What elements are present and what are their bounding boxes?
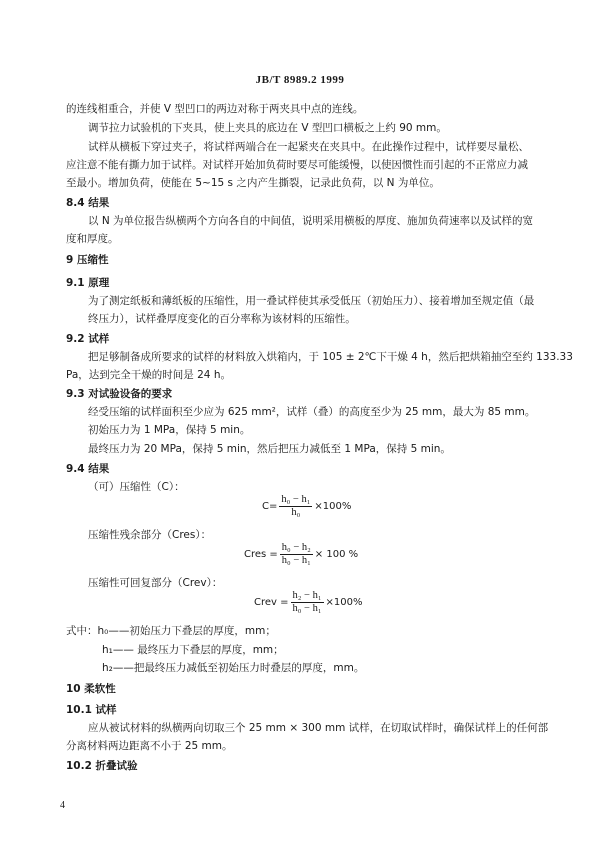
formula-denominator: h₀ − h₁ xyxy=(292,603,322,614)
formula-tail: ×100% xyxy=(325,597,363,608)
formula-denominator: h₀ − h₁ xyxy=(281,555,311,566)
text-line: （可）压缩性（C）： xyxy=(88,481,185,493)
section-heading: 9.4 结果 xyxy=(66,463,110,475)
section-heading: 9.1 原理 xyxy=(66,277,110,289)
formula-lhs: Crev = xyxy=(254,597,289,608)
formula-numerator: h₂ − h₁ xyxy=(292,590,322,601)
section-heading: 8.4 结果 xyxy=(66,197,110,209)
text-line: 应注意不能有撕力加于试样。对试样开始加负荷时要尽可能缓慢，以使因惯性而引起的不正常应力减 xyxy=(66,159,528,171)
text-line: Pa，达到完全干燥的时间是 24 h。 xyxy=(66,369,231,381)
formula-numerator: h₀ − h₁ xyxy=(281,494,311,505)
text-line: h₂——把最终压力减低至初始压力时叠层的厚度，mm。 xyxy=(102,662,365,674)
section-heading: 10.1 试样 xyxy=(66,704,117,716)
text-line: 以 N 为单位报告纵横两个方向各自的中间值，说明采用横板的厚度、施加负荷速率以及试样的宽 xyxy=(88,215,534,227)
text-line: 初始压力为 1 MPa，保持 5 min。 xyxy=(88,424,251,436)
text-line: 至最小。增加负荷，使能在 5~15 s 之内产生撕裂，记录此负荷，以 N 为单位。 xyxy=(66,177,440,189)
text-line: 压缩性残余部分（Cres）： xyxy=(88,529,212,541)
section-heading: 9.2 试样 xyxy=(66,333,110,345)
text-line: 把足够制备成所要求的试样的材料放入烘箱内，于 105 ± 2℃下干燥 4 h，然后把烘箱抽空至约 133.33 xyxy=(88,351,573,363)
text-line: 试样从横板下穿过夹子，将试样两端合在一起紧夹在夹具中。在此操作过程中，试样要尽量松、 xyxy=(88,141,529,153)
page-number: 4 xyxy=(60,800,65,811)
formula-lhs: Cres = xyxy=(244,549,278,560)
formula-crev xyxy=(254,590,362,615)
formula-numerator: h₀ − h₂ xyxy=(281,542,311,553)
formula-c xyxy=(262,494,351,519)
formula-denominator: h₀ xyxy=(291,507,301,518)
section-heading: 10.2 折叠试验 xyxy=(66,760,138,772)
section-heading: 9 压缩性 xyxy=(66,254,109,266)
text-line: 终压力），试样叠厚度变化的百分率称为该材料的压缩性。 xyxy=(88,313,356,325)
section-heading: 9.3 对试验设备的要求 xyxy=(66,388,173,400)
formula-lhs: C= xyxy=(262,501,278,512)
text-line: 度和厚度。 xyxy=(66,233,119,245)
text-line: 为了测定纸板和薄纸板的压缩性，用一叠试样使其承受低压（初始压力）、接着增加至规定值（最 xyxy=(88,295,535,307)
text-line: 经受压缩的试样面积至少应为 625 mm²，试样（叠）的高度至少为 25 mm，最大为 85 mm。 xyxy=(88,406,536,418)
text-line: 的连线相重合，并使 V 型凹口的两边对称于两夹具中点的连线。 xyxy=(66,103,364,115)
text-line: 最终压力为 20 MPa，保持 5 min，然后把压力减低至 1 MPa，保持 5 min。 xyxy=(88,443,451,455)
text-line: 压缩性可回复部分（Crev）： xyxy=(88,577,223,589)
formula-tail: × 100 % xyxy=(314,549,359,560)
text-line: 调节拉力试验机的下夹具，使上夹具的底边在 V 型凹口横板之上约 90 mm。 xyxy=(88,122,447,134)
formula-cres xyxy=(244,542,358,567)
section-heading: 10 柔软性 xyxy=(66,683,116,695)
formula-tail: ×100% xyxy=(314,501,352,512)
text-line: 应从被试材料的纵横两向切取三个 25 mm × 300 mm 试样，在切取试样时，确保试样上的任何部 xyxy=(88,722,549,734)
text-line: 式中：h₀——初始压力下叠层的厚度，mm； xyxy=(66,625,276,637)
page-header: JB/T 8989.2 1999 xyxy=(255,74,345,86)
text-line: 分离材料两边距离不小于 25 mm。 xyxy=(66,740,233,752)
text-line: h₁—— 最终压力下叠层的厚度，mm； xyxy=(102,644,284,656)
